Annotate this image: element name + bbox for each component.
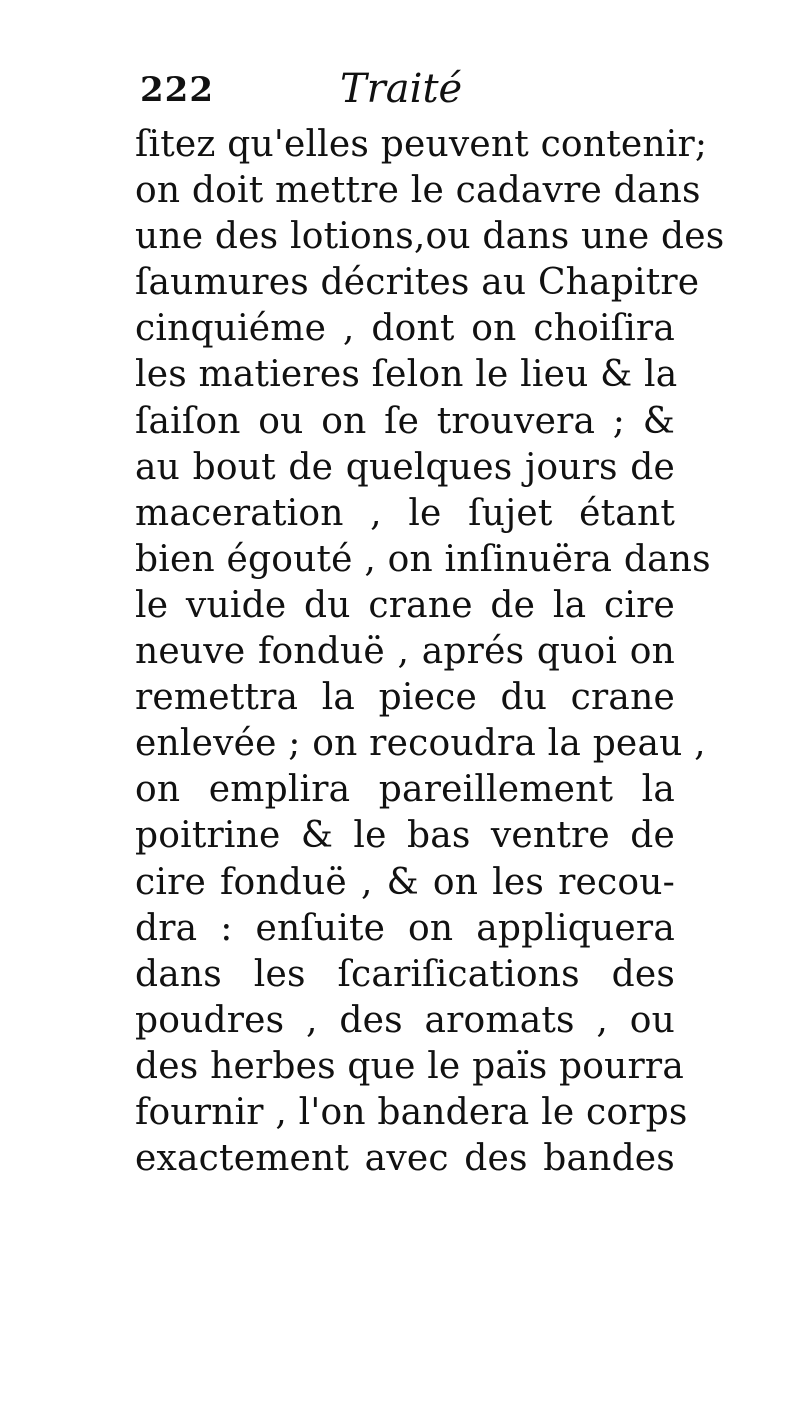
text-line: cire fonduë , & on les recou- [135,861,675,903]
text-line: enlevée ; on recoudra la peau , [135,723,706,765]
page-number: 222 [140,70,214,110]
text-line: maceration , le ſujet étant [135,492,675,534]
text-line: dans les ſcariſications des [135,953,675,995]
text-line: ſitez qu'elles peuvent contenir; [135,124,708,165]
text-line: au bout de quelques jours de [135,446,675,488]
text-line: poitrine & le bas ventre de [135,815,675,857]
text-line: neuve fonduë , aprés quoi on [135,631,675,673]
text-line: le vuide du crane de la cire [135,584,675,626]
text-line: des herbes que le païs pourra [135,1045,684,1087]
text-line: cinquiéme , dont on choiſira [135,308,675,350]
text-line: fournir , l'on bandera le corps [135,1091,688,1133]
text-line: dra : enſuite on appliquera [135,907,675,949]
text-line: remettra la piece du crane [135,677,675,719]
text-line: on doit mettre le cadavre dans [135,170,701,212]
text-line: ſaiſon ou on ſe trouvera ; & [135,400,675,442]
text-line: une des lotions,ou dans une des [135,216,725,258]
text-line: exactement avec des bandes [135,1138,675,1180]
text-line: bien égouté , on inſinuëra dans [135,538,711,580]
running-title: Traité [340,66,463,112]
text-line: les matieres ſelon le lieu & la [135,354,678,396]
text-line: on emplira pareillement la [135,769,675,811]
body-text [135,122,725,1182]
text-line: poudres , des aromats , ou [135,999,675,1041]
text-line: ſaumures décrites au Chapitre [135,262,700,304]
running-head [140,66,680,116]
